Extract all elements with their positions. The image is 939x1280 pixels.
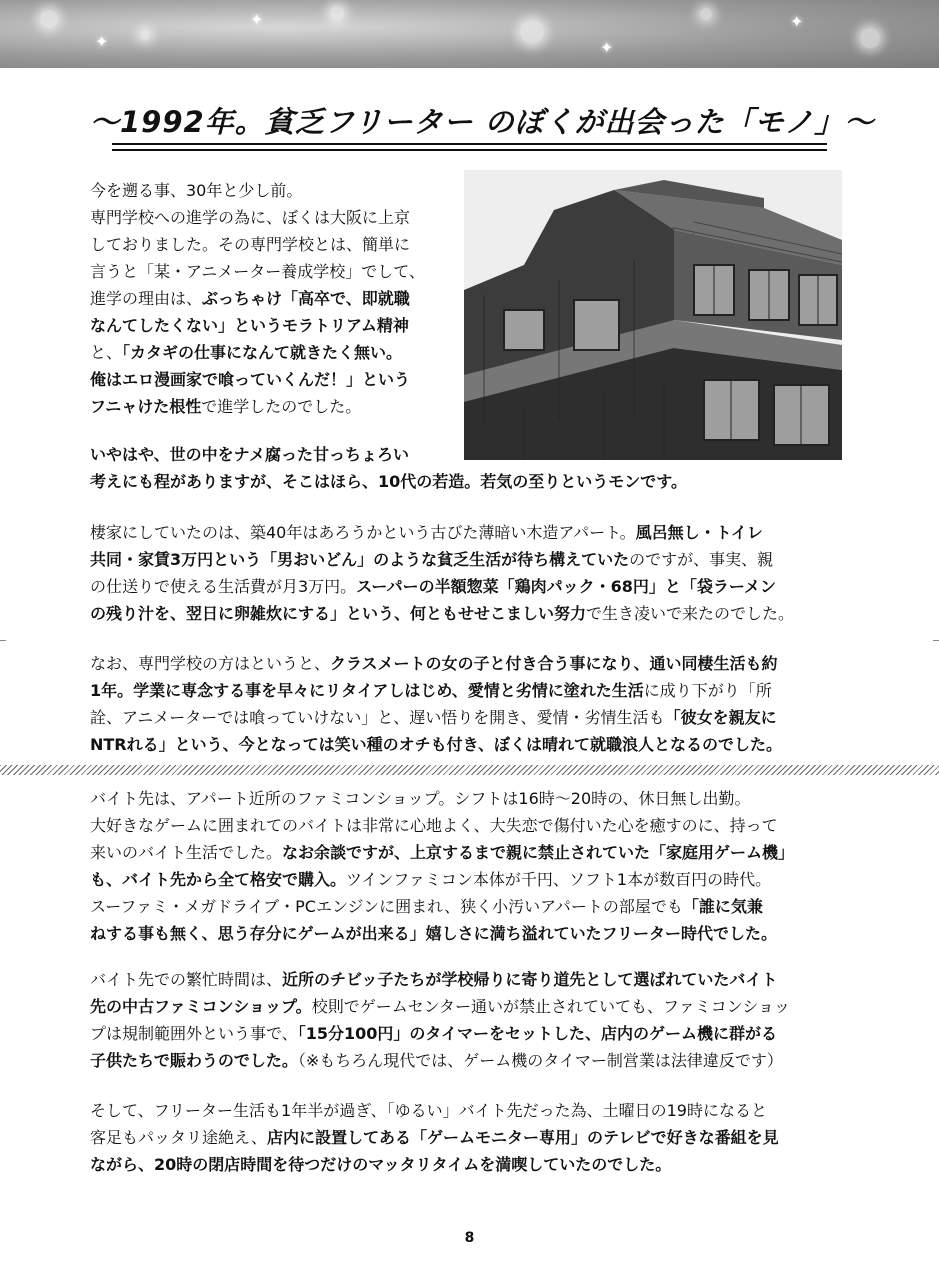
bold-text-run: ぶっちゃけ「高卒で、即就職 xyxy=(202,289,410,308)
bold-text-run: 「15分100円」のタイマーをセットした、店内のゲーム機に群がる xyxy=(297,1024,778,1043)
text-line xyxy=(90,600,794,627)
bokeh-light xyxy=(520,20,544,44)
text-line xyxy=(90,993,790,1020)
bokeh-light xyxy=(40,10,58,28)
text-run: 棲家にしていたのは、築40年はあろうかという古びた薄暗い木造アパート。 xyxy=(90,523,636,542)
bold-text-run: 共同・家賃3万円という「男おいどん」のような貧乏生活が待ち構えていた xyxy=(90,550,630,569)
crop-mark xyxy=(0,640,6,641)
bold-text-run: 考えにも程がありますが、そこはほら、10代の若造。若気の至りというモンです。 xyxy=(90,472,687,491)
text-run: の仕送りで使える生活費が月3万円。 xyxy=(90,577,357,596)
bold-text-run: の残り汁を、翌日に卵雑炊にする」という、何ともせせこましい努力 xyxy=(90,604,587,623)
bold-text-run: 先の中古ファミコンショップ。 xyxy=(90,997,312,1016)
school-paragraph xyxy=(90,650,782,758)
text-line xyxy=(90,1124,779,1151)
intro-paragraph xyxy=(90,177,425,420)
apartment-building-image xyxy=(464,170,842,460)
text-run: 大好きなゲームに囲まれてのバイトは非常に心地よく、大失恋で傷付いた心を癒すのに、持って xyxy=(90,816,778,835)
text-line xyxy=(90,393,425,420)
text-run: 専門学校への進学の為に、ぼくは大阪に上京 xyxy=(90,208,411,227)
title-underline xyxy=(112,143,827,145)
bold-text-run: 「彼女を親友に xyxy=(664,708,777,727)
bold-text-run: ながら、20時の閉店時間を待つだけのマッタリタイムを満喫していたのでした。 xyxy=(90,1155,672,1174)
relax-paragraph xyxy=(90,1097,779,1178)
apartment-photo xyxy=(464,170,842,460)
text-run: 詮、アニメーターでは喰っていけない」と、遅い悟りを開き、愛情・劣情生活も xyxy=(90,708,665,727)
text-line xyxy=(90,339,425,366)
bold-text-run: ねする事も無く、思う存分にゲームが出来る」嬉しさに満ち溢れていたフリーター時代でした。 xyxy=(90,924,778,943)
bokeh-light xyxy=(700,8,712,20)
title-underline xyxy=(112,149,827,151)
text-line xyxy=(90,546,794,573)
bold-text-run: クラスメートの女の子と付き合う事になり、通い同棲生活も約 xyxy=(330,654,778,673)
text-line xyxy=(90,785,794,812)
text-line xyxy=(90,1097,779,1124)
text-line xyxy=(90,650,782,677)
text-run: 言うと「某・アニメーター養成学校」でして、 xyxy=(90,262,425,281)
text-run: 進学の理由は、 xyxy=(90,289,203,308)
text-run: スーファミ・メガドライブ・PCエンジンに囲まれ、狭く小汚いアパートの部屋でも xyxy=(90,897,683,916)
text-run: で生き凌いで来たのでした。 xyxy=(586,604,795,623)
text-line xyxy=(90,312,425,339)
text-line xyxy=(90,177,425,204)
busy-paragraph xyxy=(90,966,790,1074)
text-run: 来いのバイト生活でした。 xyxy=(90,843,283,862)
bold-text-run: なお余談ですが、上京するまで親に禁止されていた「家庭用ゲーム機」 xyxy=(282,843,795,862)
text-run: と、 xyxy=(90,343,123,362)
header-banner xyxy=(0,0,939,68)
bold-text-run: 「誰に気兼 xyxy=(682,897,763,916)
bold-text-run: なんてしたくない」というモラトリアム精神 xyxy=(90,316,409,335)
text-line xyxy=(90,966,790,993)
bokeh-light xyxy=(330,6,344,20)
sparkle-icon: ✦ xyxy=(250,10,264,29)
text-line xyxy=(90,839,794,866)
text-run: のですが、事実、親 xyxy=(629,550,774,569)
text-line xyxy=(90,1047,790,1074)
bold-text-run: スーパーの半額惣菜「鶏肉パック・68円」と「袋ラーメン xyxy=(356,577,777,596)
youth-paragraph xyxy=(90,441,687,495)
sparkle-icon: ✦ xyxy=(95,32,109,51)
text-run: しておりました。その専門学校とは、簡単に xyxy=(90,235,411,254)
text-line xyxy=(90,366,425,393)
apartment-paragraph xyxy=(90,519,794,627)
bold-text-run: 近所のチビッ子たちが学校帰りに寄り道先として選ばれていたバイト xyxy=(282,970,778,989)
text-line xyxy=(90,231,425,258)
bold-text-run: 風呂無し・トイレ xyxy=(635,523,763,542)
text-run: そして、フリーター生活も1年半が過ぎ、「ゆるい」バイト先だった為、土曜日の19時になると xyxy=(90,1101,767,1120)
text-line xyxy=(90,204,425,231)
bold-text-run: NTRれる」という、今となっては笑い種のオチも付き、ぼくは晴れて就職浪人となるのでした。 xyxy=(90,735,782,754)
page-number: 8 xyxy=(464,1230,475,1246)
text-run: プは規制範囲外という事で、 xyxy=(90,1024,298,1043)
text-line xyxy=(90,258,425,285)
text-run: ツインファミコン本体が千円、ソフト1本が数百円の時代。 xyxy=(346,870,772,889)
text-run: に成り下がり「所 xyxy=(643,681,772,700)
text-run: で進学したのでした。 xyxy=(201,397,362,416)
bold-text-run: 子供たちで賑わうのでした。 xyxy=(90,1051,298,1070)
text-line xyxy=(90,519,794,546)
bold-text-run: 1年。学業に専念する事を早々にリタイアしはじめ、愛情と劣情に塗れた生活 xyxy=(90,681,644,700)
text-run: 今を遡る事、30年と少し前。 xyxy=(90,181,303,200)
text-line xyxy=(90,866,794,893)
text-run: バイト先は、アパート近所のファミコンショップ。シフトは16時～20時の、休日無し出勤。 xyxy=(90,789,751,808)
bold-text-run: 店内に設置してある「ゲームモニター専用」のテレビで好きな番組を見 xyxy=(266,1128,779,1147)
text-line xyxy=(90,677,782,704)
text-run: なお、専門学校の方はというと、 xyxy=(90,654,331,673)
text-line xyxy=(90,285,425,312)
sparkle-icon: ✦ xyxy=(790,12,804,31)
text-run: （※もちろん現代では、ゲーム機のタイマー制営業は法律違反です） xyxy=(297,1051,783,1070)
bold-text-run: 俺はエロ漫画家で喰っていくんだ！」という xyxy=(90,370,411,389)
text-line xyxy=(90,893,794,920)
text-line xyxy=(90,704,782,731)
text-line xyxy=(90,468,687,495)
bold-text-run: フニャけた根性 xyxy=(90,397,202,416)
job-paragraph xyxy=(90,785,794,947)
text-run: 客足もパッタリ途絶え、 xyxy=(90,1128,267,1147)
page-title: ～1992年。貧乏フリーター のぼくが出会った「モノ」～ xyxy=(90,105,875,139)
text-run: 校則でゲームセンター通いが禁止されていても、ファミコンショッ xyxy=(311,997,791,1016)
text-line xyxy=(90,441,687,468)
text-line xyxy=(90,1020,790,1047)
bokeh-light xyxy=(860,28,880,48)
sparkle-icon: ✦ xyxy=(600,38,614,57)
text-line xyxy=(90,920,794,947)
text-line xyxy=(90,1151,779,1178)
text-line xyxy=(90,812,794,839)
bold-text-run: 「カタギの仕事になんて就きたく無い。 xyxy=(122,343,403,362)
section-divider xyxy=(0,765,939,775)
text-line xyxy=(90,573,794,600)
bold-text-run: いやはや、世の中をナメ腐った甘っちょろい xyxy=(90,445,410,464)
text-line xyxy=(90,731,782,758)
text-run: バイト先での繁忙時間は、 xyxy=(90,970,283,989)
bokeh-light xyxy=(140,30,150,40)
crop-mark xyxy=(933,640,939,641)
bold-text-run: も、バイト先から全て格安で購入。 xyxy=(90,870,347,889)
